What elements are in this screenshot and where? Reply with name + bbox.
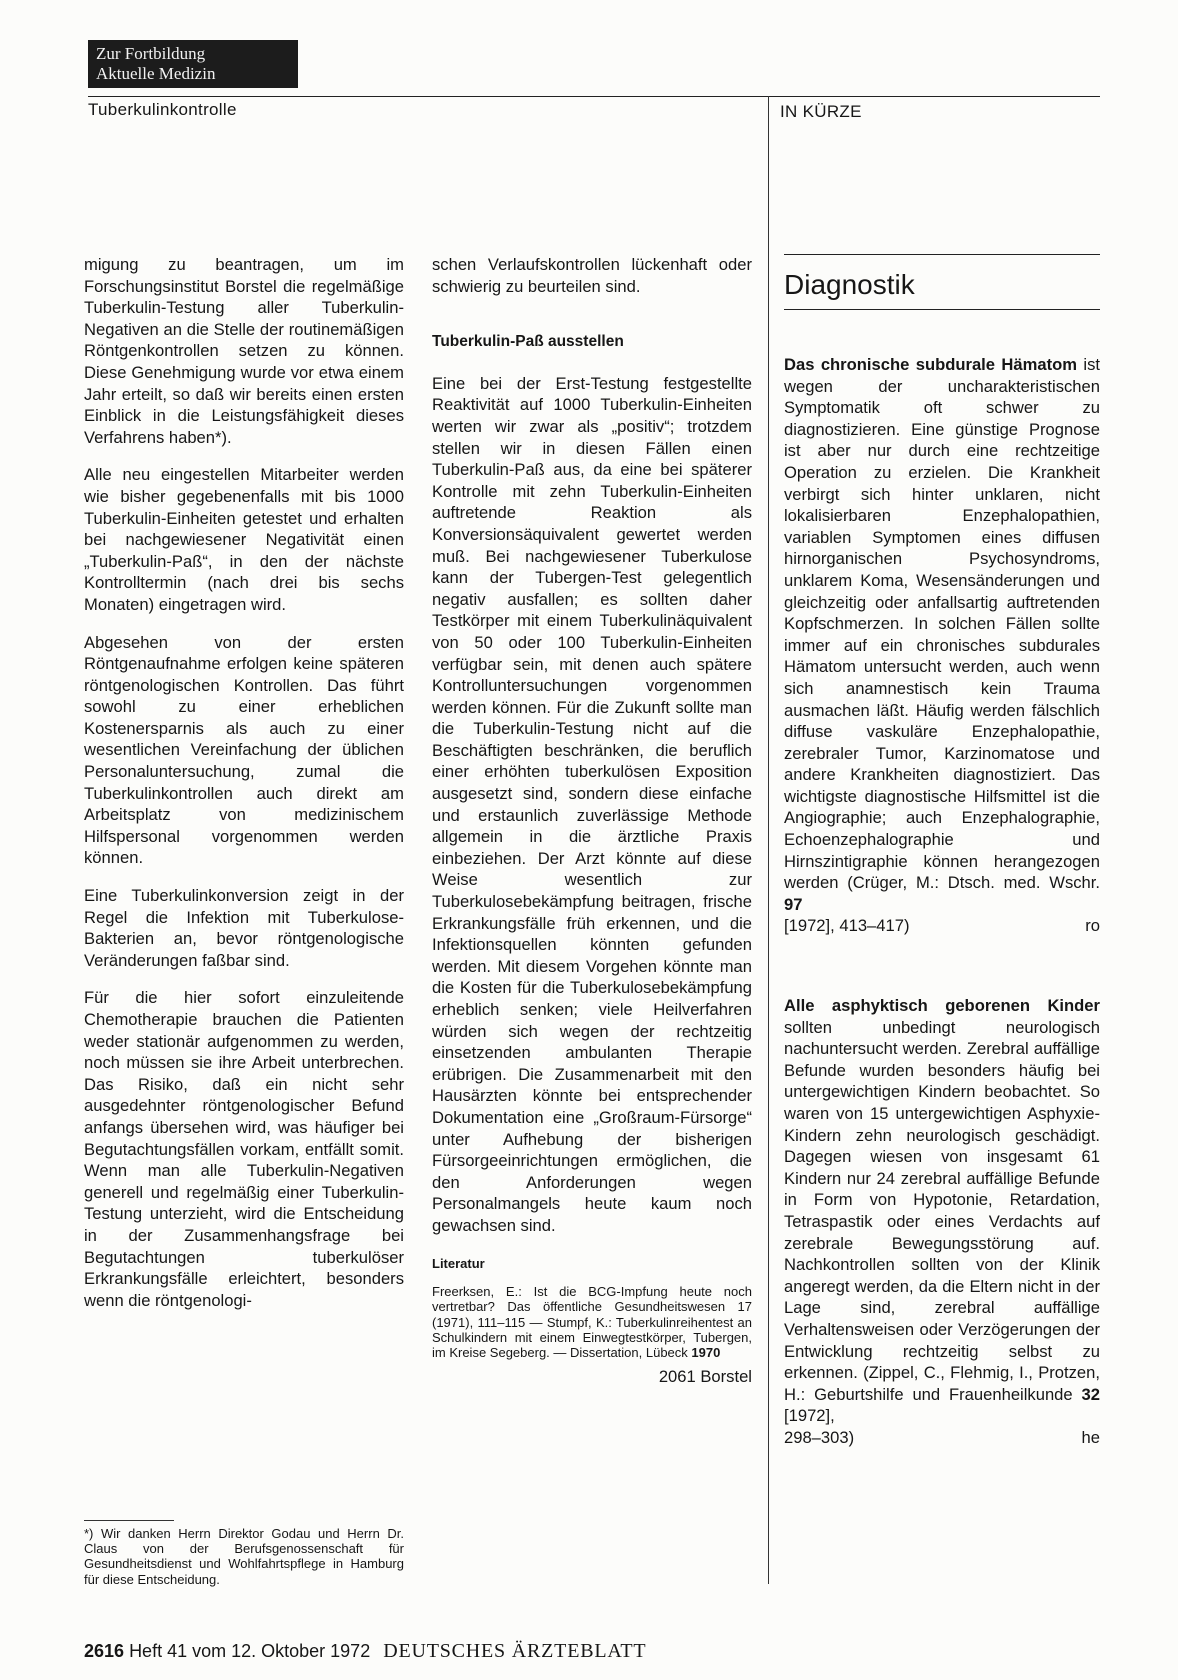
brief-item-1-ref: [1972], 413–417) (784, 916, 910, 936)
literature-body: Freerksen, E.: Ist die BCG-Impfung heute noch vertretbar? Das öffentliche Gesundheitswesen 17 (1971), 111–115 — Stumpf, K.: Tuberkulinreihentest an Schulkindern mit einem Einwegtestkörper, Tubergen, im Kreise Segeberg. — Dissertation, Lübeck (432, 1284, 752, 1360)
issue-info: Heft 41 vom 12. Oktober 1972 (129, 1641, 371, 1661)
header-rule (88, 96, 1100, 97)
section-label (88, 40, 298, 88)
literature-text (432, 1284, 752, 1360)
sidebar-head: IN KÜRZE (780, 102, 862, 121)
brief-item-2-text: sollten unbedingt neurologisch nachuntersucht werden. Zerebral auffällige Befunde wurden besonders häufig bei untergewichtigen Kindern beobachtet. So waren von 15 untergewichtigen Asphyxie-Kindern zehn neurologisch geschädigt. Dagegen wiesen von insgesamt 61 Kindern nur 24 zerebral auffällige Befunde in Form von Hypotonie, Retardation, Tetraspastik oder eines Verdachts auf zerebrale Bewegungsstörung auf. Nachkontrollen sollten von der Klinik angeregt werden, da die Eltern nicht in der Lage sind, zerebral auffällige Verhaltensweisen oder Verzögerungen der Entwicklung rechtzeitig selbst zu erkennen. (Zippel, C., Flehmig, I., Protzen, H.: Geburtshilfe und Frauenheilkunde (784, 1017, 1100, 1404)
brief-item-2-lead: Alle asphyktisch geborenen Kinder (784, 996, 1100, 1016)
column-divider (768, 96, 769, 1584)
section-label-line1: Zur Fortbildung (96, 44, 206, 63)
col1-paragraph-1: migung zu beantragen, um im Forschungsinstitut Borstel die regelmäßige Tuberkulin-Testung aller Tuberkulin-Negativen an die Stelle der routinemäßigen Röntgenkontrollen setzen zu können. Diese Genehmigung wurde vor etwa einem Jahr erteilt, so daß wir bereits einen ersten Einblick in die Leistungsfähigkeit dieses Verfahrens haben*). (84, 255, 404, 447)
footnote: *) Wir danken Herrn Direktor Godau und Herrn Dr. Claus von der Berufsgenossenschaft für Gesundheitsdienst und Wohlfahrtspflege in Hamburg für diese Entscheidung. (84, 1526, 404, 1587)
col1-paragraph-2: Alle neu eingestellen Mitarbeiter werden wie bisher gegebenenfalls mit bis 1000 Tuberkulin-Einheiten getestet und erhalten bei nachgewiesener Negativität einen „Tuberkulin-Paß“, in den der nächste Kontrolltermin (nach drei bis sechs Monaten) eingetragen wird. (84, 465, 404, 614)
column-1 (84, 254, 404, 1327)
brief-item-1-volume: 97 (784, 894, 803, 914)
page-footer (84, 1640, 646, 1663)
col1-paragraph-5: Für die hier sofort einzuleitende Chemotherapie brauchen die Patienten weder stationär aufgenommen zu werden, noch müssen sie ihre Arbeit unterbrechen. Das Risiko, daß ein nicht sehr ausgedehnter röntgenologischer Befund anfangs übersehen wird, was häufiger bei Begutachtungsfällen vorkam, entfällt somit. Wenn man alle Tuberkulin-Negativen generell und regelmäßig einer Tuberkulin-Testung unterzieht, wird die Entscheidung in der Zusammenhangsfrage bei Begutachtungen tuberkulöser Erkrankungsfälle erleichtert, besonders wenn die röntgenologi- (84, 988, 404, 1310)
brief-item-1-sig: ro (1085, 916, 1100, 936)
brief-item-1 (784, 354, 1100, 937)
literature-year: 1970 (691, 1344, 721, 1360)
brief-item-2-ref-b: 298–303) (784, 1427, 855, 1447)
magazine-name: DEUTSCHES ÄRZTEBLATT (383, 1640, 647, 1662)
brief-item-2-volume: 32 (1081, 1384, 1100, 1404)
brief-item-2-footer (784, 1427, 1100, 1449)
literature-heading: Literatur (432, 1255, 485, 1271)
author-signoff: 2061 Borstel (658, 1367, 752, 1387)
brief-item-1-lead: Das chronische subdurale Hämatom (784, 355, 1078, 374)
diagnostik-title: Diagnostik (784, 254, 1100, 310)
page-number: 2616 (84, 1641, 125, 1661)
section-label-line2: Aktuelle Medizin (96, 64, 216, 83)
brief-item-2-ref-a: [1972], (784, 1406, 835, 1426)
brief-item-1-text: ist wegen der uncharakteristischen Symptomatik oft schwer zu diagnostizieren. Eine günstige Prognose ist aber nur durch eine rechtzeitige Operation zu erzielen. Die Krankheit verbirgt sich hinter unklaren, nicht lokalisierbaren Enzephalopathien, variablen Symptomen eines diffusen hirnorganischen Psychosyndroms, unklarem Koma, Wesensänderungen und gleichzeitig oder anfallsartig auftretenden Kopfschmerzen. In solchen Fällen sollte immer auf ein chronisches subdurales Hämatom untersucht werden, auch wenn sich anamnestisch kein Trauma ausmachen läßt. Häufig werden fälschlich diffuse vaskuläre Enzephalopathie, zerebraler Tumor, Karzinomatose und andere Krankheiten diagnostiziert. Das wichtigste diagnostische Hilfsmittel ist die Angiographie; auch Enzephalographie, Echoenzephalographie und Hirnszintigraphie können herangezogen werden (Crüger, M.: Dtsch. med. Wschr. (784, 355, 1100, 893)
footnote-rule (84, 1520, 174, 1521)
col2-paragraph-2: Eine bei der Erst-Testung festgestellte Reaktivität auf 1000 Tuberkulin-Einheiten werten wir zwar als „positiv“; trotzdem stellen wir in diesen Fällen einen Tuberkulin-Paß aus, da eine bei späterer Kontrolle mit zehn Tuberkulin-Einheiten auftretende Reaktion als Konversionsäquivalent gewertet werden muß. Bei nachgewiesener Tuberkulose kann der Tubergen-Test gelegentlich negativ ausfallen; es sollten daher Testkörper mit einem Tuberkulinäquivalent von 50 oder 100 Tuberkulin-Einheiten verfügbar sein, mit denen auch spätere Kontrolluntersuchungen vorgenommen werden können. Für die Zukunft sollte man die Tuberkulin-Testung nicht auf die Beschäftigten beschränken, die beruflich einer erhöhten tuberkulösen Exposition ausgesetzt sind, sondern diese einfache und erstaunlich zuverlässige Methode allgemein in die ärztliche Praxis einbeziehen. Der Arzt könnte auf diese Weise wesentlich zur Tuberkulosebekämpfung beitragen, frische Erkrankungsfälle früh erkennen, und die Infektionsquellen könnten gefunden werden. Mit diesem Vorgehen könnte man die Kosten für die Tuberkulosebekämpfung erheblich senken; viele Heilverfahren würden sich wegen der rechtzeitig einsetzenden ambulanten Therapie erübrigen. Die Zusammenarbeit mit den Hausärzten könnte bei entsprechender Dokumentation eine „Großraum-Fürsorge“ unter Aufhebung der bisherigen Fürsorgeeinrichtungen ermöglichen, die den Anforderungen wegen Personalmangels heute kaum noch gewachsen sind. (432, 373, 752, 1235)
column-3 (784, 254, 1100, 1449)
col2-subhead: Tuberkulin-Paß ausstellen (432, 333, 624, 351)
col1-paragraph-4: Eine Tuberkulinkonversion zeigt in der Regel die Infektion mit Tuberkulose-Bakterien an, bevor röntgenologische Veränderungen faßbar sind. (84, 886, 404, 970)
brief-item-2 (784, 995, 1100, 1448)
col2-paragraph-1: schen Verlaufskontrollen lückenhaft oder schwierig zu beurteilen sind. (432, 255, 752, 296)
running-head: Tuberkulinkontrolle (88, 100, 237, 119)
col1-paragraph-3: Abgesehen von der ersten Röntgenaufnahme erfolgen keine späteren röntgenologischen Kontrollen. Das führt sowohl zu einer erheblichen Kostenersparnis als auch zu einer wesentlichen Vereinfachung der üblichen Personaluntersuchung, zumal die Tuberkulinkontrollen auch direkt am Arbeitsplatz von medizinischem Hilfspersonal vorgenommen werden können. (84, 632, 404, 868)
brief-item-2-sig: he (1081, 1427, 1100, 1447)
brief-item-1-footer (784, 915, 1100, 937)
column-2 (432, 254, 752, 1388)
